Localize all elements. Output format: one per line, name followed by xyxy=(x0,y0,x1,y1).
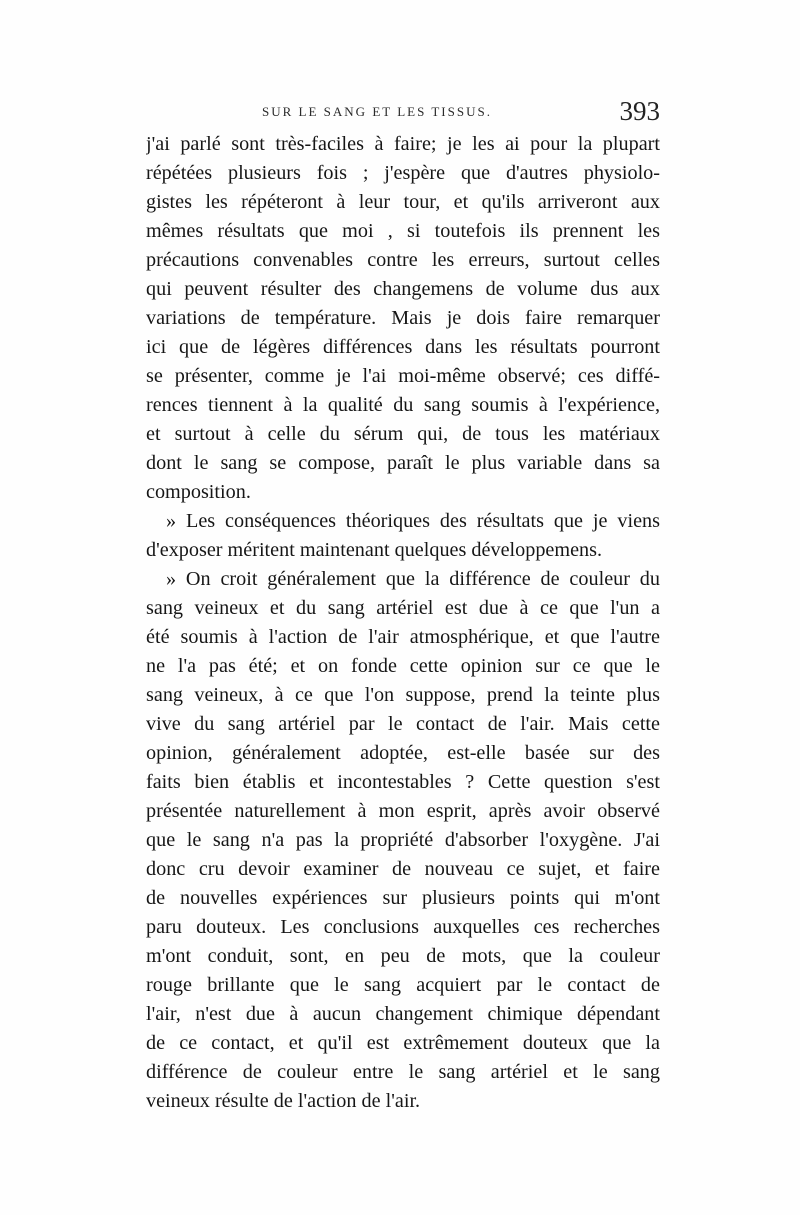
text-line: que le sang n'a pas la propriété d'absorber l'oxygène. J'ai xyxy=(146,829,660,851)
text-line: ici que de légères différences dans les résultats pourront xyxy=(146,336,660,358)
page-number: 393 xyxy=(619,96,660,126)
text-line: été soumis à l'action de l'air atmosphérique, et que l'autre xyxy=(146,626,660,648)
text-line: faits bien établis et incontestables ? Cette question s'est xyxy=(146,771,660,793)
text-line: sang veineux et du sang artériel est due à ce que l'un a xyxy=(146,597,660,619)
text-line: se présenter, comme je l'ai moi-même observé; ces diffé- xyxy=(146,365,660,387)
text-line: rouge brillante que le sang acquiert par le contact de xyxy=(146,974,660,996)
text-line: » Les conséquences théoriques des résultats que je viens xyxy=(166,510,660,532)
text-line: gistes les répéteront à leur tour, et qu'ils arriveront aux xyxy=(146,191,660,213)
text-line: différence de couleur entre le sang artériel et le sang xyxy=(146,1061,660,1083)
text-line: l'air, n'est due à aucun changement chimique dépendant xyxy=(146,1003,660,1025)
text-line: » On croit généralement que la différence de couleur du xyxy=(166,568,660,590)
text-line: composition. xyxy=(146,481,251,503)
text-line: donc cru devoir examiner de nouveau ce sujet, et faire xyxy=(146,858,660,880)
text-line: d'exposer méritent maintenant quelques développemens. xyxy=(146,539,603,561)
text-line: mêmes résultats que moi , si toutefois ils prennent les xyxy=(146,220,660,242)
text-line: présentée naturellement à mon esprit, après avoir observé xyxy=(146,800,660,822)
text-line: dont le sang se compose, paraît le plus variable dans sa xyxy=(146,452,660,474)
text-line: m'ont conduit, sont, en peu de mots, que la couleur xyxy=(146,945,660,967)
text-line: j'ai parlé sont très-faciles à faire; je les ai pour la plupart xyxy=(146,133,660,155)
text-line: vive du sang artériel par le contact de l'air. Mais cette xyxy=(146,713,660,735)
text-line: variations de température. Mais je dois faire remarquer xyxy=(146,307,660,329)
text-line: opinion, généralement adoptée, est-elle basée sur des xyxy=(146,742,660,764)
text-line: qui peuvent résulter des changemens de volume dus aux xyxy=(146,278,660,300)
text-line: sang veineux, à ce que l'on suppose, prend la teinte plus xyxy=(146,684,660,706)
text-line: veineux résulte de l'action de l'air. xyxy=(146,1090,421,1112)
text-line: paru douteux. Les conclusions auxquelles ces recherches xyxy=(146,916,660,938)
body-text xyxy=(146,130,660,1116)
text-line: ne l'a pas été; et on fonde cette opinion sur ce que le xyxy=(146,655,660,677)
text-line: de nouvelles expériences sur plusieurs points qui m'ont xyxy=(146,887,660,909)
text-line: de ce contact, et qu'il est extrêmement douteux que la xyxy=(146,1032,660,1054)
text-line: et surtout à celle du sérum qui, de tous les matériaux xyxy=(146,423,660,445)
running-head xyxy=(146,96,660,126)
running-title: SUR LE SANG ET LES TISSUS. xyxy=(262,104,492,119)
text-line: précautions convenables contre les erreurs, surtout celles xyxy=(146,249,660,271)
text-line: rences tiennent à la qualité du sang soumis à l'expérience, xyxy=(146,394,660,416)
text-line: répétées plusieurs fois ; j'espère que d'autres physiolo- xyxy=(146,162,660,184)
